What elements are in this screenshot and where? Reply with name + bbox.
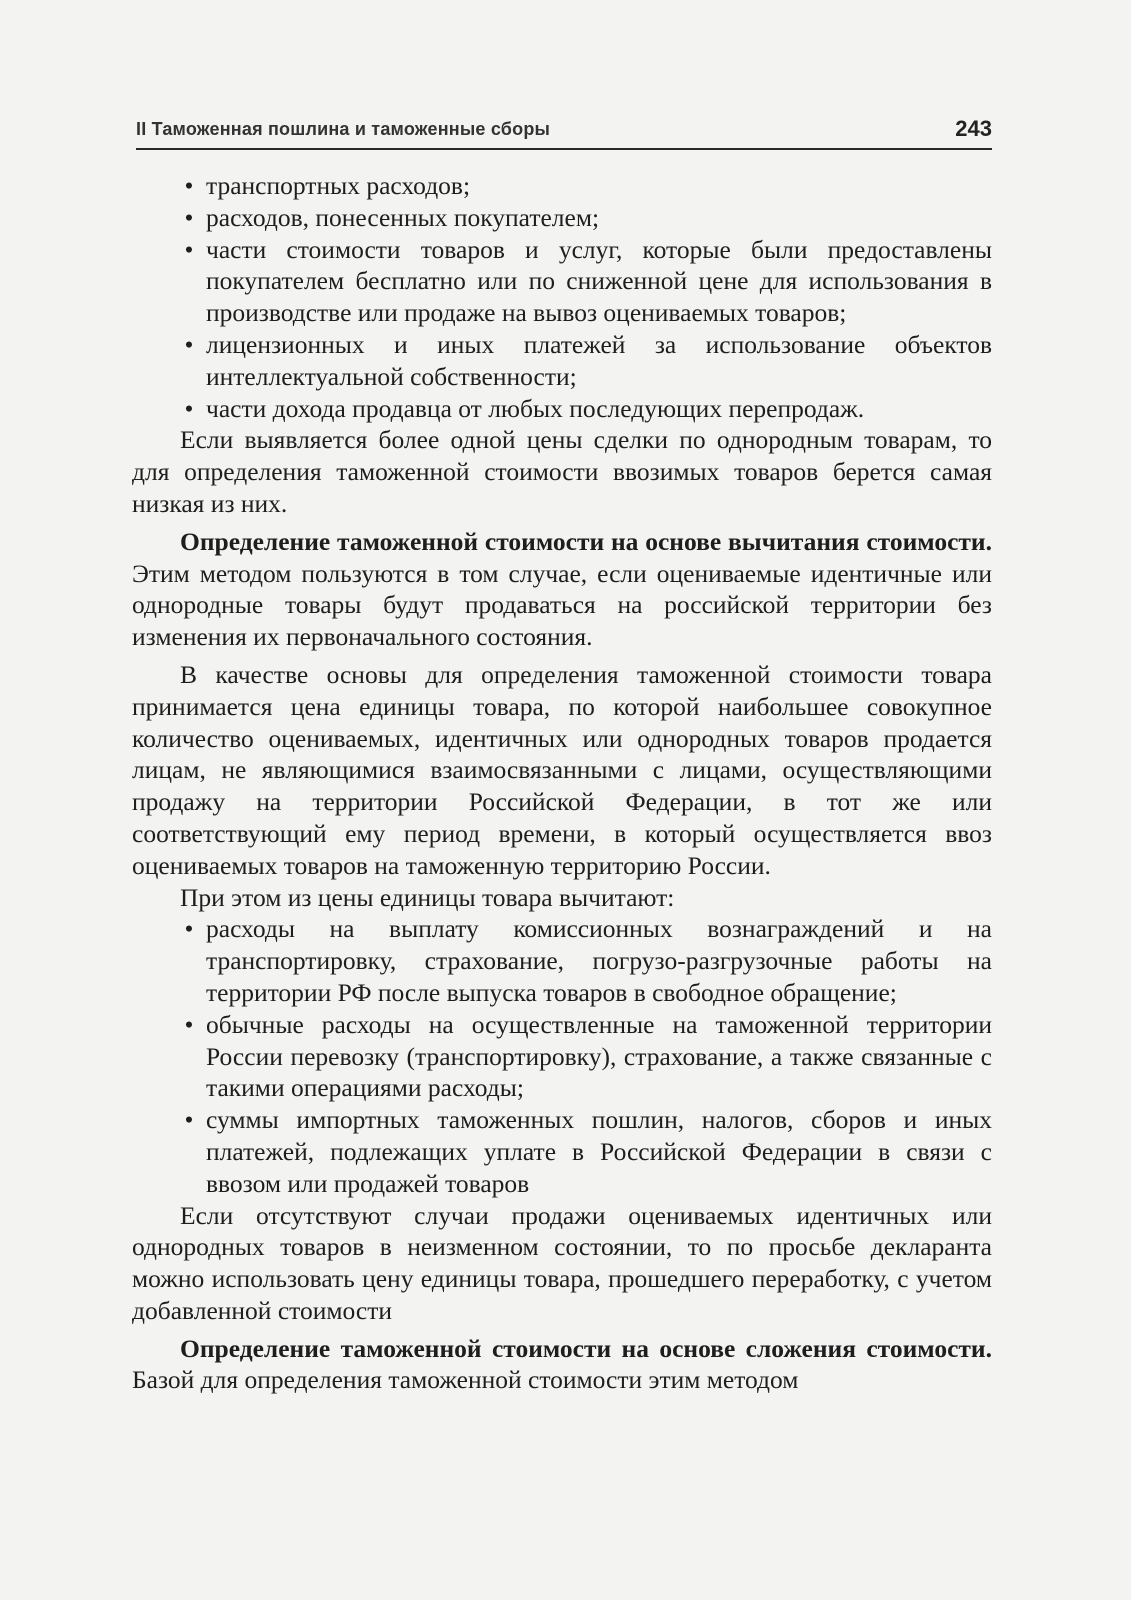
list-item-text: суммы импортных таможенных пошлин, налогов, сборов и иных платежей, подлежащих уплате в Российской Федерации в связи с ввозом или продажей товаров [206, 1105, 992, 1198]
bullet-icon: • [184, 1009, 194, 1039]
list-item-text: расходов, понесенных покупателем; [206, 202, 600, 232]
list-item-text: транспортных расходов; [206, 171, 471, 200]
paragraph: Если отсутствуют случаи продажи оцениваемых идентичных или однородных товаров в неизменном состоянии, то по просьбе декларанта можно использовать цену единицы товара, прошедшего переработку, с учетом добавленной стоимости [132, 1200, 992, 1325]
list-item-text: лицензионных и иных платежей за использование объектов интеллектуальной собственности; [206, 329, 992, 391]
section-text: Этим методом пользуются в том случае, если оцениваемые идентичные или однородные товары будут продаваться на российской территории без изменения их первоначального состояния. [132, 558, 992, 652]
section-heading: Определение таможенной стоимости на основе вычитания стоимости. [180, 526, 992, 556]
list-item-text: части дохода продавца от любых последующих перепродаж. [206, 393, 865, 423]
list-item [184, 1009, 992, 1104]
list-item [184, 393, 992, 425]
bullet-list-1 [132, 170, 992, 424]
bullet-icon: • [184, 202, 194, 232]
bullet-icon: • [184, 234, 194, 264]
list-item-text: части стоимости товаров и услуг, которые были предоставлены покупателем бесплатно или по сниженной цене для использования в производстве или продаже на вывоз оцениваемых товаров; [206, 234, 992, 328]
list-item-text: расходы на выплату комиссионных вознаграждений и на транспортировку, страхование, погрузо-разгрузочные работы на территории РФ после выпуска товаров в свободное обращение; [206, 914, 992, 1007]
list-item [184, 913, 992, 1008]
section-paragraph-subtraction [132, 526, 992, 653]
list-item [184, 234, 992, 329]
section-text: Базой для определения таможенной стоимости этим методом [132, 1365, 799, 1395]
section-paragraph-addition [132, 1333, 992, 1397]
paragraph: В качестве основы для определения таможенной стоимости товара принимается цена единицы товара, по которой наибольшее совокупное количество оцениваемых, идентичных или однородных товаров продается лицам, не являющимися взаимосвязанными с лицами, осуществляющими продажу на территории Российской Федерации, в тот же или соответствующий ему период времени, в который осуществляется ввоз оцениваемых товаров на таможенную территорию России. [132, 659, 992, 880]
paragraph: Если выявляется более одной цены сделки по однородным товарам, то для определения таможенной стоимости ввозимых товаров берется самая низкая из них. [132, 425, 992, 518]
list-item-text: обычные расходы на осуществленные на таможенной территории России перевозку (транспортировку), страхование, а также связанные с такими операциями расходы; [206, 1009, 992, 1103]
bullet-list-2 [132, 913, 992, 1199]
list-item [184, 202, 992, 234]
page-body [132, 170, 992, 1396]
bullet-icon: • [184, 171, 194, 200]
list-item [184, 329, 992, 393]
page-header [136, 112, 992, 150]
list-item [184, 170, 992, 202]
section-heading: Определение таможенной стоимости на основе сложения стоимости. [180, 1333, 992, 1363]
paragraph: При этом из цены единицы товара вычитают: [180, 882, 675, 912]
list-item [184, 1104, 992, 1199]
bullet-icon: • [184, 393, 194, 423]
bullet-icon: • [184, 914, 194, 944]
bullet-icon: • [184, 1105, 194, 1135]
bullet-icon: • [184, 329, 194, 359]
running-head: II Таможенная пошлина и таможенные сборы [136, 119, 551, 139]
page-number: 243 [955, 116, 992, 141]
